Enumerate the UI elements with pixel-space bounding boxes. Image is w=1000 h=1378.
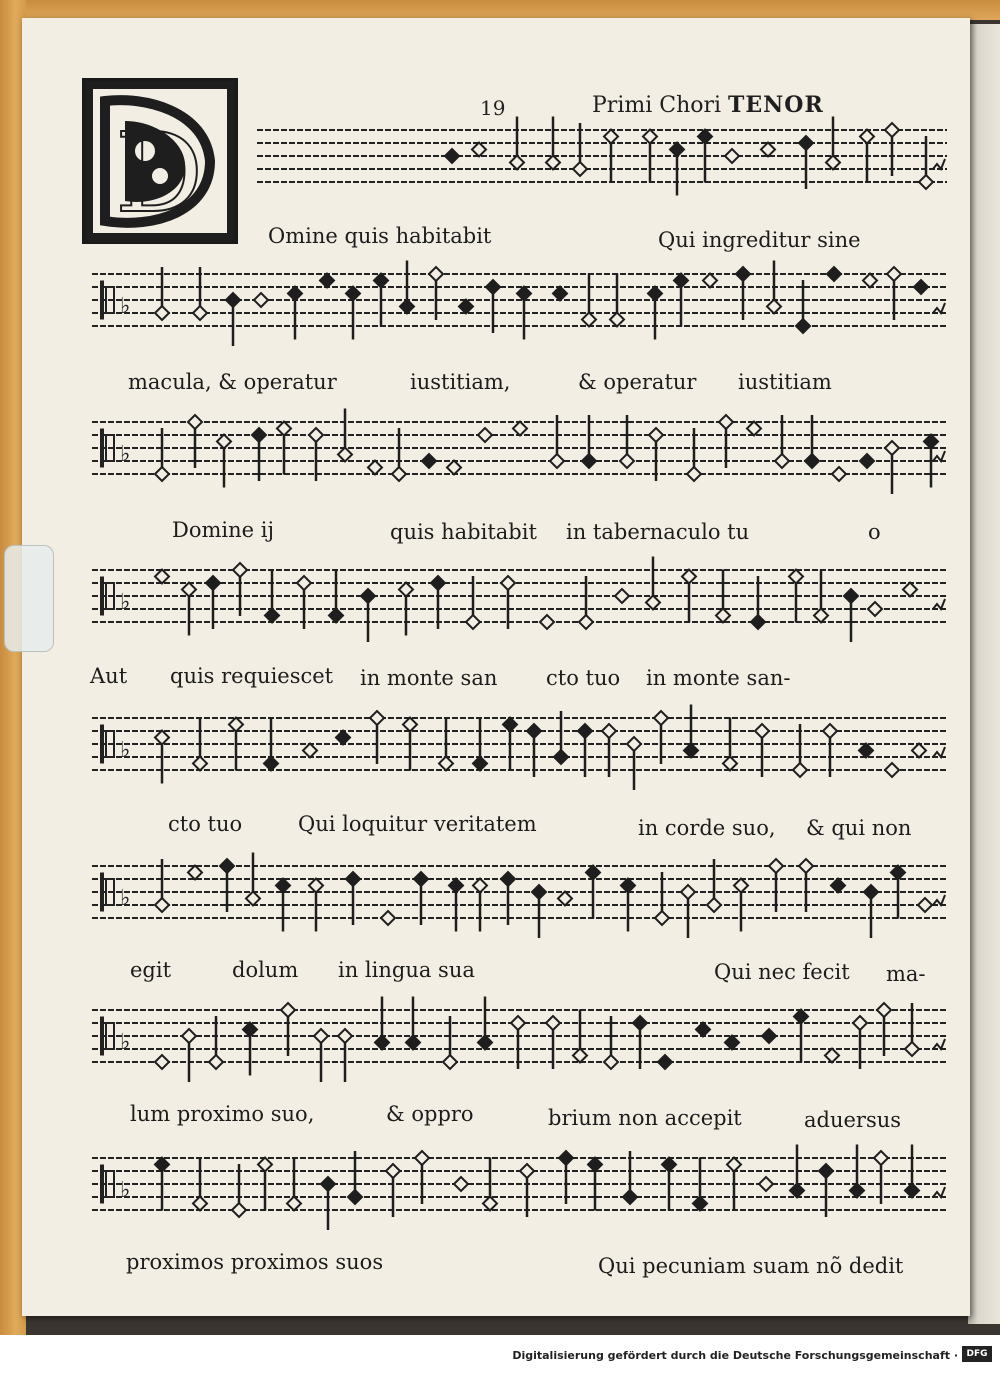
note — [155, 1055, 169, 1069]
note — [532, 885, 546, 938]
note — [320, 274, 334, 288]
note — [513, 422, 527, 436]
flat-sign: ♭ — [120, 886, 131, 911]
staff-7 — [92, 990, 947, 1100]
note — [459, 300, 473, 314]
custos — [933, 303, 945, 313]
custos — [933, 895, 945, 905]
note — [762, 1029, 776, 1043]
flat-sign: ♭ — [120, 1178, 131, 1203]
note — [736, 267, 750, 320]
lyric: in monte san — [360, 666, 498, 690]
flat-sign: ♭ — [120, 590, 131, 615]
lyric: quis habitabit — [390, 520, 537, 544]
initial-ornament — [85, 81, 235, 241]
lyric: Omine quis habitabit — [268, 224, 492, 248]
lyric: iustitiam, — [410, 370, 511, 394]
flat-sign: ♭ — [120, 1030, 131, 1055]
note — [648, 287, 662, 340]
facing-page-edge — [968, 24, 1000, 1324]
custos — [933, 1039, 945, 1049]
funding-credit: Digitalisierung gefördert durch die Deutsche Forschungsgemeinschaft · — [512, 1349, 958, 1362]
note — [321, 1177, 335, 1230]
note — [860, 454, 874, 468]
note — [658, 1055, 672, 1069]
lyric: proximos proximos suos — [126, 1250, 384, 1274]
staff-5 — [92, 698, 947, 808]
note — [182, 1029, 196, 1082]
note — [903, 583, 917, 597]
lyric: Qui loquitur veritatem — [298, 812, 537, 836]
lyric: ma- — [886, 962, 926, 986]
dfg-logo: DFG — [962, 1346, 992, 1362]
note — [759, 1177, 773, 1191]
flat-sign: ♭ — [120, 738, 131, 763]
note — [725, 1036, 739, 1050]
note — [885, 441, 899, 494]
note — [832, 467, 846, 481]
custos — [933, 599, 945, 609]
note — [627, 737, 641, 790]
footer-bar — [0, 1335, 1000, 1378]
note — [885, 123, 899, 176]
note — [368, 461, 382, 475]
score-page — [22, 18, 970, 1316]
note — [445, 149, 459, 163]
lyric: Aut — [90, 664, 128, 688]
book-cover-top — [0, 0, 1000, 20]
initial-letter: D — [115, 109, 204, 237]
lyric: quis requiescet — [170, 664, 334, 688]
note — [338, 1029, 352, 1082]
note — [868, 602, 882, 616]
note — [885, 763, 899, 777]
note — [844, 589, 858, 642]
note — [553, 287, 567, 301]
lyric: in monte san- — [646, 666, 791, 690]
note — [863, 274, 877, 288]
note — [703, 274, 717, 288]
lyric: o — [868, 520, 881, 544]
flat-sign: ♭ — [120, 442, 131, 467]
lyric: aduersus — [804, 1108, 902, 1132]
note — [472, 143, 486, 157]
note — [314, 1029, 328, 1082]
lyric: cto tuo — [168, 812, 243, 836]
lyric: iustitiam — [738, 370, 832, 394]
lyric: & qui non — [806, 816, 912, 840]
staff-2 — [92, 254, 947, 364]
note — [615, 589, 629, 603]
note — [831, 879, 845, 893]
note — [478, 428, 492, 442]
note — [400, 261, 414, 314]
staff-4 — [92, 550, 947, 660]
note — [361, 589, 375, 642]
note — [288, 287, 302, 340]
note — [188, 866, 202, 880]
note — [681, 885, 695, 938]
note — [540, 615, 554, 629]
note — [725, 149, 739, 163]
note — [573, 123, 587, 176]
staff-6 — [92, 846, 947, 956]
note — [264, 718, 278, 771]
note — [422, 454, 436, 468]
custos — [933, 451, 945, 461]
note — [454, 1177, 468, 1191]
custos — [933, 747, 945, 757]
lyric: brium non accepit — [548, 1106, 742, 1130]
note — [761, 143, 775, 157]
note — [912, 744, 926, 758]
note — [303, 744, 317, 758]
note — [520, 1164, 534, 1217]
note — [827, 267, 841, 281]
note — [914, 280, 928, 294]
note — [254, 293, 268, 307]
note — [155, 570, 169, 584]
page-clip — [4, 545, 54, 652]
lyric: Qui nec fecit — [714, 960, 850, 984]
lyric: Qui pecuniam suam nõ dedit — [598, 1254, 904, 1278]
lyric: lum proximo suo, — [130, 1102, 315, 1126]
note — [558, 892, 572, 906]
custos — [933, 159, 945, 169]
lyric: in corde suo, — [638, 816, 776, 840]
lyric: egit — [130, 958, 172, 982]
note — [825, 1049, 839, 1063]
staff-3 — [92, 402, 947, 512]
decorated-initial — [82, 78, 238, 244]
lyric: & oppro — [386, 1102, 474, 1126]
note — [696, 1023, 710, 1037]
lyric: in lingua sua — [338, 958, 475, 982]
note — [864, 885, 878, 938]
lyric: & operatur — [578, 370, 697, 394]
staff-1 — [257, 110, 947, 220]
flat-sign: ♭ — [120, 294, 131, 319]
note — [226, 293, 240, 346]
note — [918, 898, 932, 912]
note — [232, 1164, 246, 1217]
lyric: Qui ingreditur sine — [658, 228, 861, 252]
custos — [933, 1187, 945, 1197]
note — [381, 911, 395, 925]
staff-8 — [92, 1138, 947, 1248]
lyric: in tabernaculo tu — [566, 520, 750, 544]
note — [336, 731, 350, 745]
note — [392, 428, 406, 481]
note — [747, 422, 761, 436]
note — [859, 744, 873, 758]
page-number: 19 — [480, 96, 506, 120]
lyric: cto tuo — [546, 666, 621, 690]
lyric: macula, & operatur — [128, 370, 337, 394]
running-title: Primi Chori TENOR — [592, 92, 824, 118]
lyric: Domine ij — [172, 518, 274, 542]
note — [447, 461, 461, 475]
lyric: dolum — [232, 958, 299, 982]
